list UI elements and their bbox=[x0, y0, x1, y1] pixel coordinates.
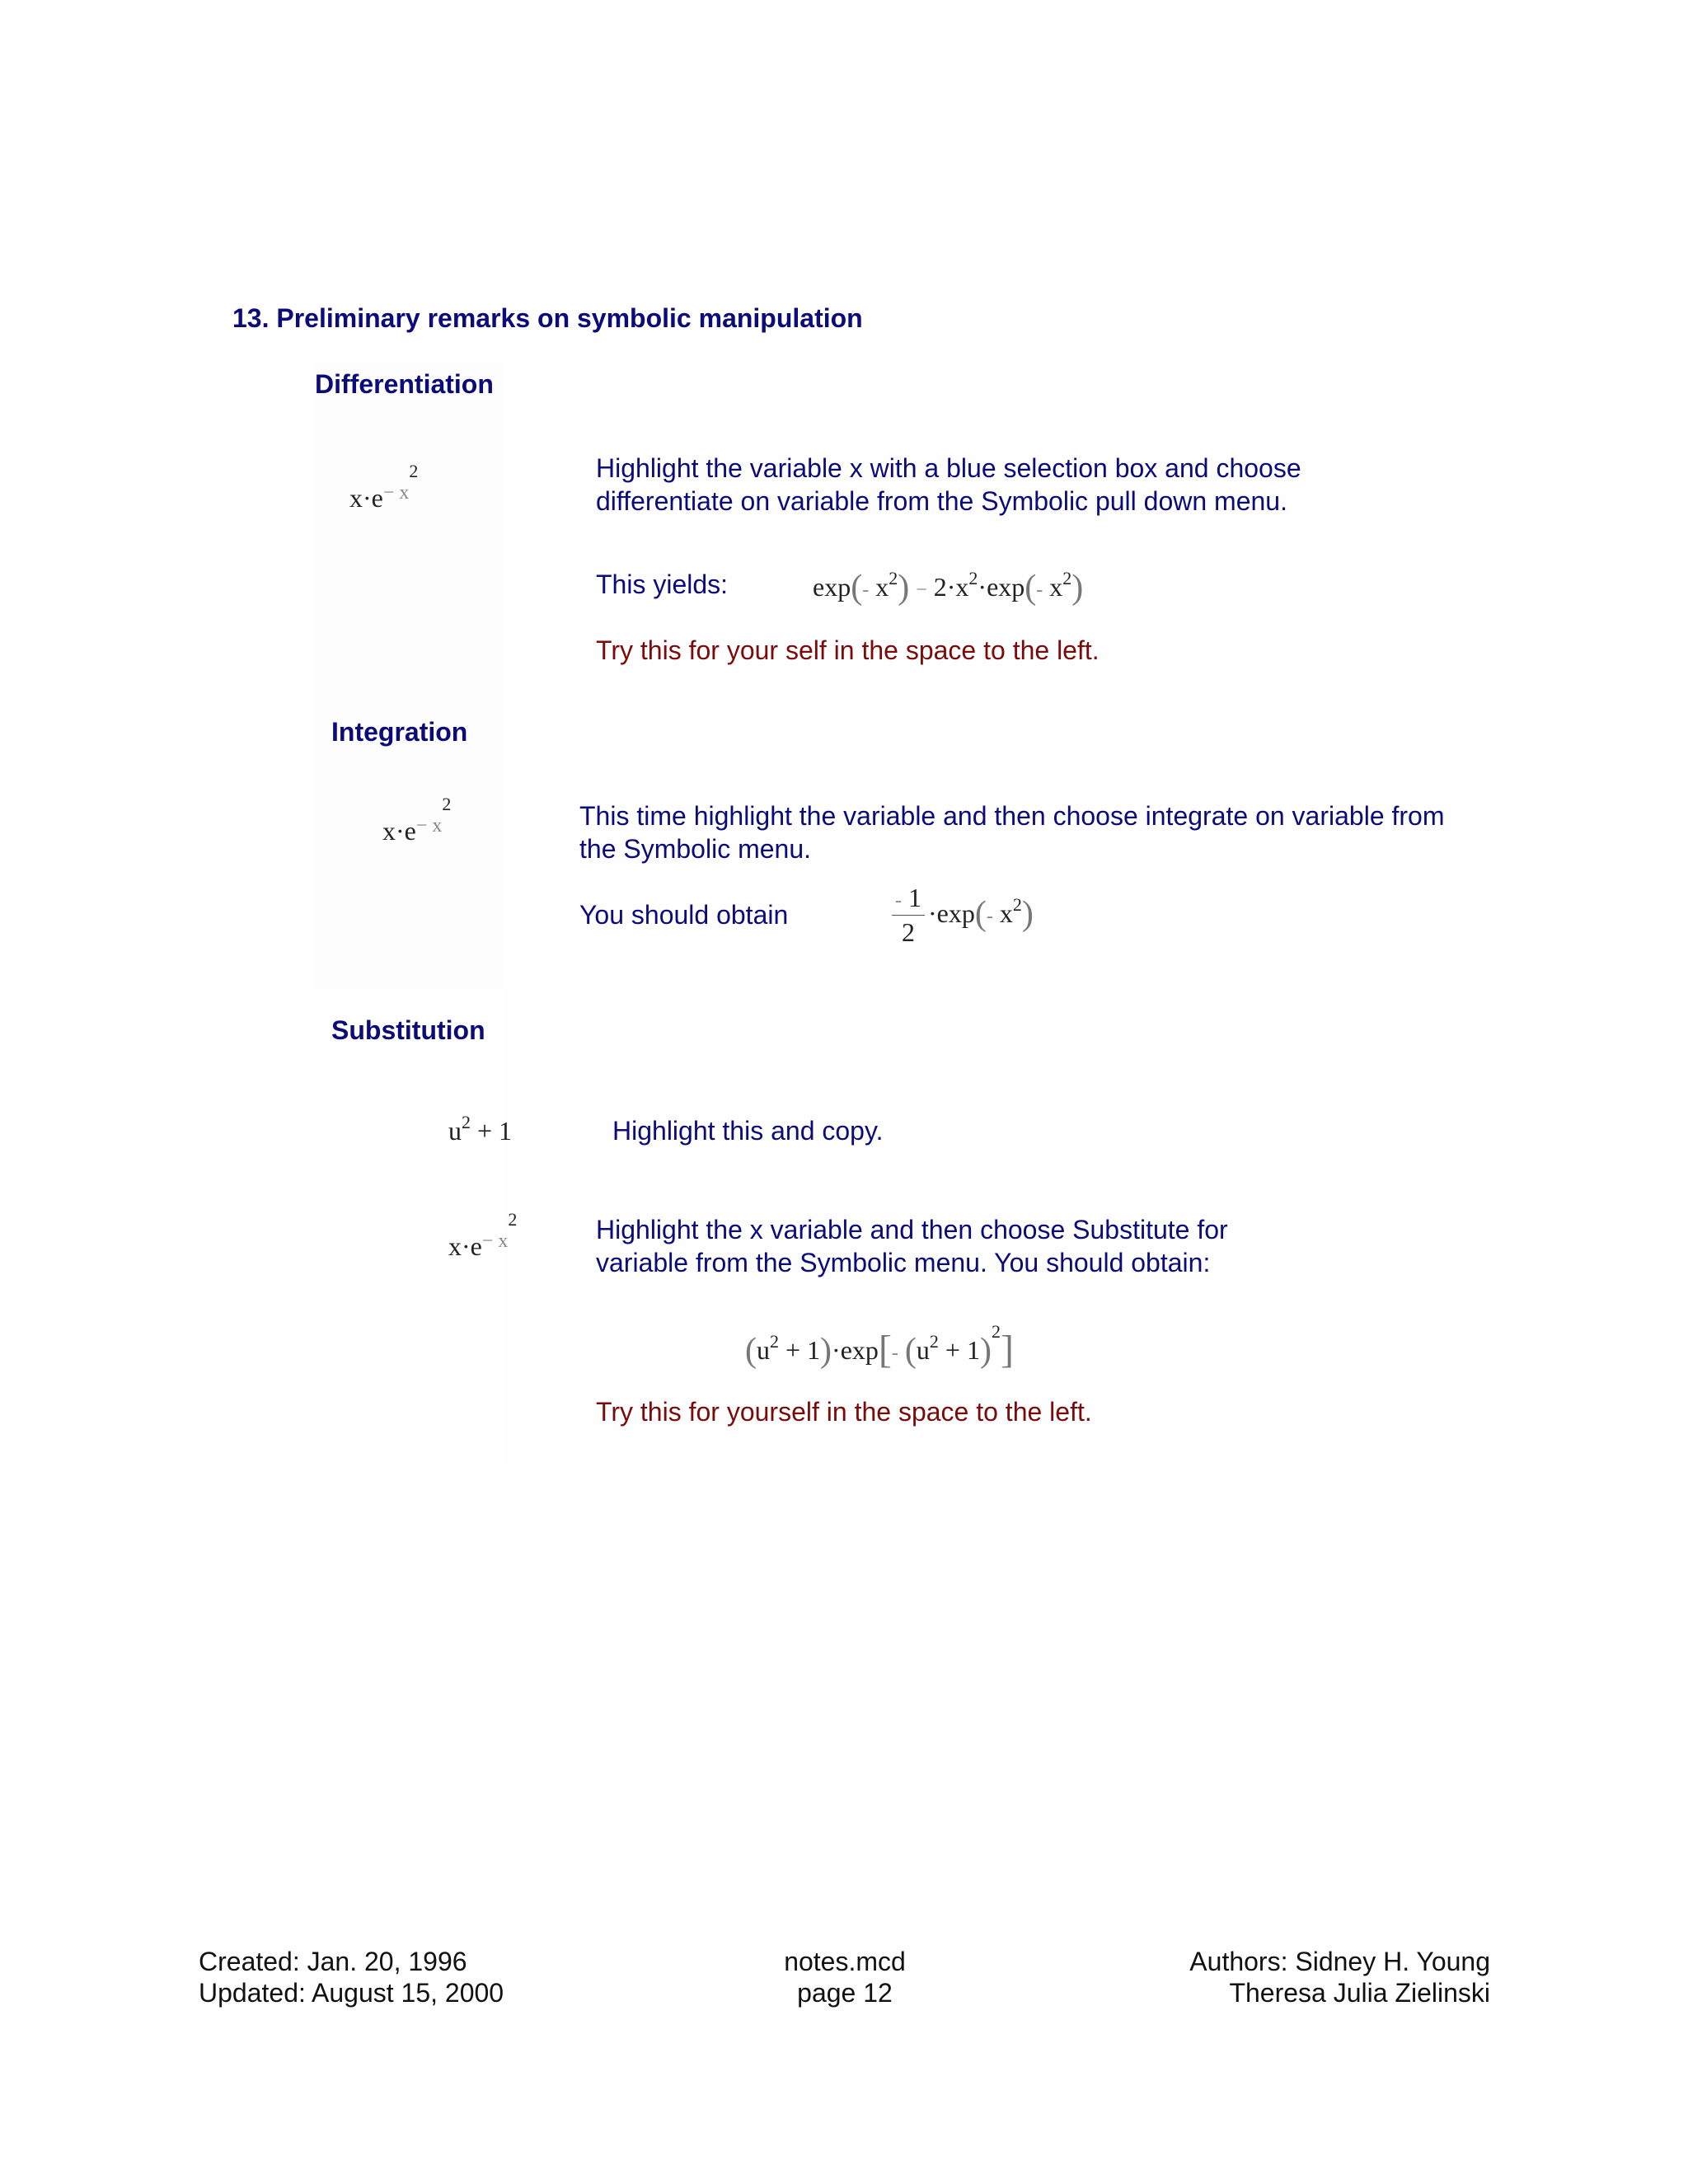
substitution-instruction bbox=[596, 1213, 1228, 1279]
power: 2 bbox=[889, 568, 898, 588]
expr-exponent-power: 2 bbox=[409, 461, 419, 481]
instruction-line: Highlight the x variable and then choose Substitute for bbox=[596, 1215, 1228, 1244]
expr-exponent-power: 2 bbox=[442, 794, 452, 814]
page-number: page 12 bbox=[797, 1978, 893, 2008]
substitution-target-expression[interactable] bbox=[448, 1209, 518, 1262]
created-date: Created: Jan. 20, 1996 bbox=[199, 1947, 467, 1976]
left-math-region bbox=[313, 363, 503, 989]
footer-right bbox=[1071, 1946, 1490, 2008]
plus-one-text: + 1 bbox=[785, 1335, 821, 1365]
power: 2 bbox=[462, 1112, 471, 1132]
differentiation-instruction bbox=[596, 452, 1301, 518]
instruction-line: differentiate on variable from the Symbolic pull down menu. bbox=[596, 486, 1287, 516]
integration-heading: Integration bbox=[331, 717, 468, 747]
expr-base: x·e bbox=[349, 483, 383, 513]
authors-line: Theresa Julia Zielinski bbox=[1229, 1978, 1490, 2008]
obtain-label: You should obtain bbox=[579, 900, 789, 930]
integration-instruction bbox=[579, 799, 1445, 865]
file-name: notes.mcd bbox=[784, 1947, 906, 1976]
power: 2 bbox=[770, 1331, 779, 1352]
instruction-line: the Symbolic menu. bbox=[579, 834, 812, 864]
exp-text: ·exp bbox=[978, 572, 1025, 602]
coefficient-text: 2·x bbox=[933, 572, 969, 602]
expr-exponent: − x bbox=[382, 482, 410, 504]
outer-power: 2 bbox=[991, 1321, 1001, 1342]
yields-label: This yields: bbox=[596, 569, 729, 599]
differentiation-result: exp(- $x^2) - 2\cdot x^2\cdot\exp(-$ $x^2$) bbox=[813, 568, 1084, 607]
expr-exponent: − x bbox=[481, 1230, 509, 1252]
u-text: u bbox=[757, 1335, 770, 1365]
x-text: x bbox=[875, 572, 889, 602]
integration-expression[interactable] bbox=[382, 794, 452, 846]
x-text: x bbox=[999, 898, 1013, 928]
copy-note: Highlight this and copy. bbox=[612, 1116, 884, 1146]
differentiation-try-note: Try this for your self in the space to the left. bbox=[596, 635, 1100, 665]
instruction-line: This time highlight the variable and then choose integrate on variable from bbox=[579, 801, 1445, 831]
footer-left bbox=[199, 1946, 504, 2008]
fraction-numerator: 1 bbox=[908, 883, 921, 912]
instruction-line: Highlight the variable x with a blue selection box and choose bbox=[596, 453, 1301, 483]
substitution-expression[interactable] bbox=[448, 1112, 513, 1146]
differentiation-expression[interactable] bbox=[349, 461, 419, 513]
expr-base: x·e bbox=[448, 1231, 482, 1261]
plus-one-text: + 1 bbox=[477, 1116, 513, 1146]
section-title: 13. Preliminary remarks on symbolic manipulation bbox=[232, 303, 863, 333]
exp-text: exp bbox=[813, 572, 851, 602]
instruction-line: variable from the Symbolic menu. You should obtain: bbox=[596, 1248, 1211, 1277]
fraction-denominator: 2 bbox=[902, 917, 915, 947]
exp-text: ·exp bbox=[928, 898, 975, 928]
authors-line: Authors: Sidney H. Young bbox=[1189, 1947, 1490, 1976]
differentiation-heading: Differentiation bbox=[315, 369, 494, 399]
integration-result: $\frac{- 1}{2}$ ·exp(- $x^2$) bbox=[892, 883, 1034, 949]
substitution-try-note: Try this for yourself in the space to the left. bbox=[596, 1397, 1092, 1427]
substitution-heading: Substitution bbox=[331, 1015, 485, 1045]
footer-center bbox=[762, 1946, 927, 2008]
expr-base: x·e bbox=[382, 816, 416, 846]
power: 2 bbox=[1012, 893, 1022, 915]
expr-exponent-power: 2 bbox=[508, 1209, 518, 1230]
u-text: u bbox=[448, 1116, 462, 1146]
updated-date: Updated: August 15, 2000 bbox=[199, 1978, 504, 2008]
expr-exponent: − x bbox=[415, 815, 443, 837]
exp-text: ·exp bbox=[832, 1335, 879, 1365]
fraction: $\frac{- 1}{2}$ bbox=[892, 883, 925, 949]
substitution-result: $(u^2 + 1)\cdot\exp[-$ $(u^2 + 1)^2$] bbox=[745, 1321, 1014, 1371]
